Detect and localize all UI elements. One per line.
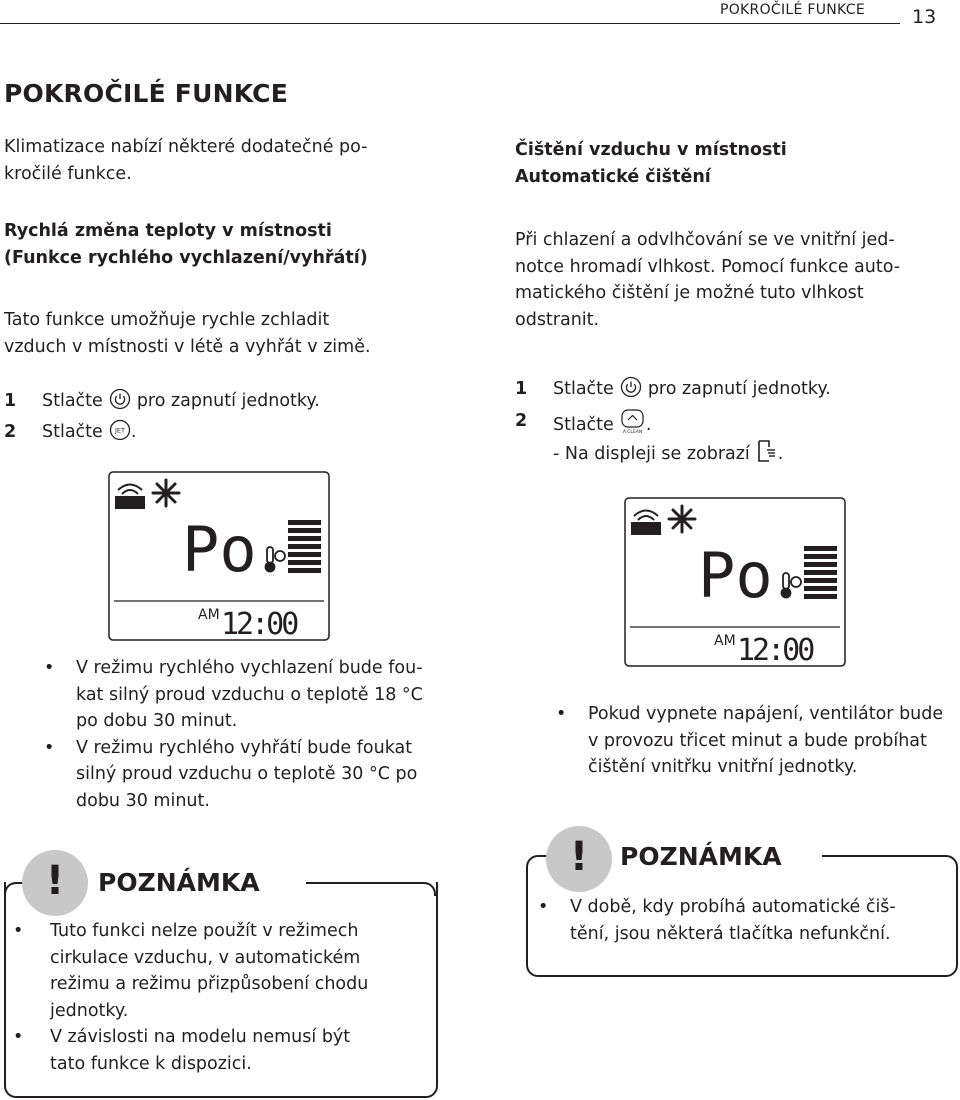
right-heading (515, 137, 787, 190)
bullet-item (556, 701, 956, 781)
right-heading-line: Automatické čištění (515, 166, 711, 187)
step-number: 2 (4, 422, 17, 442)
note-line: • V době, kdy probíhá automatické čiš- (570, 897, 896, 917)
note-line: tění, jsou některá tlačítka nefunkční. (570, 923, 891, 944)
note-line: tato funkce k dispozici. (50, 1053, 252, 1074)
left-bullet-list (44, 655, 464, 814)
note-line: jednotky. (50, 1000, 129, 1021)
display-clock: 12:00 (221, 607, 297, 641)
right-desc-line: notce hromadí vlhkost. Pomocí funkce auto- (515, 256, 901, 277)
step-post: pro zapnutí jednotky. (136, 391, 320, 411)
left-step-1 (4, 388, 424, 414)
power-button-icon (109, 388, 131, 410)
bullet-item (44, 735, 464, 815)
step-text (42, 388, 320, 414)
bullet-line: v provozu třicet minut a bude probíhat (588, 730, 927, 751)
right-step-1 (515, 376, 935, 402)
display-clock: 12:00 (737, 633, 813, 667)
step-text (42, 419, 136, 445)
auto-clean-indicator-icon (756, 439, 778, 463)
note-line: režimu a režimu přizpůsobení chodu (50, 974, 369, 994)
left-heading-line: (Funkce rychlého vychlazení/vyhřátí) (4, 247, 368, 268)
note-line: • V závislosti na modelu nemusí být (50, 1027, 351, 1047)
intro-line: kročilé funkce. (4, 163, 132, 184)
bullet-line: dobu 30 minut. (76, 790, 210, 811)
left-heading-line: Rychlá změna teploty v místnosti (4, 221, 332, 241)
step-pre: Stlačte (42, 422, 103, 442)
right-bullet-list (556, 701, 956, 781)
step-pre: Stlačte (553, 415, 614, 435)
step-post: . (645, 415, 652, 435)
warning-icon (546, 826, 612, 892)
step-number: 1 (515, 379, 528, 399)
page-number: 13 (912, 6, 937, 28)
note-bullet-item (13, 1024, 423, 1077)
right-desc-line: Při chlazení a odvlhčování se ve vnitřní jed- (515, 230, 895, 250)
step-text (553, 376, 831, 402)
left-note-list (13, 918, 423, 1077)
step-pre: Stlačte (553, 379, 614, 399)
intro-line: Klimatizace nabízí některé dodatečné po- (4, 137, 368, 157)
left-description (4, 307, 371, 360)
right-step-2 (515, 408, 935, 434)
right-desc-line: odstranit. (515, 309, 600, 330)
bullet-line: • V režimu rychlého vyhřátí bude foukat (76, 737, 413, 758)
bullet-line: čištění vnitřku vnitřní jednotky. (588, 757, 858, 777)
sub-step-label: - Na displeji se zobrazí (553, 444, 750, 464)
warning-icon (22, 850, 88, 916)
power-button-icon (620, 376, 642, 398)
step-post: pro zapnutí jednotky. (647, 379, 831, 399)
bullet-line: po dobu 30 minut. (76, 711, 238, 731)
auto-clean-label: A.CLEAN (622, 430, 642, 434)
left-desc-line: vzduch v místnosti v létě a vyhřát v zimě. (4, 336, 371, 357)
step-text (553, 408, 651, 438)
display-ampm: AM (714, 633, 736, 649)
header-section-title: POKROČILÉ FUNKCE (720, 2, 865, 18)
display-mode-text: Po (698, 539, 773, 612)
step-number: 1 (4, 391, 17, 411)
bullet-line: • V režimu rychlého vychlazení bude fou- (76, 658, 423, 678)
display-ampm: AM (198, 607, 220, 623)
right-desc-line: matického čištění je možné tuto vlhkost (515, 283, 864, 303)
note-bullet-item (13, 918, 423, 1024)
warning-mark: ! (45, 858, 65, 904)
right-sub-step (515, 439, 935, 465)
page-title: POKROČILÉ FUNKCE (4, 79, 288, 108)
bullet-item (44, 655, 464, 735)
left-heading (4, 218, 368, 271)
right-heading-line: Čištění vzduchu v místnosti (515, 140, 787, 160)
right-description (515, 227, 900, 333)
intro-paragraph (4, 134, 367, 187)
right-note-list (538, 894, 948, 947)
display-mode-text: Po (182, 513, 257, 586)
note-line: cirkulace vzduchu, v automatickém (50, 947, 361, 968)
jet-button-icon (109, 419, 131, 441)
bullet-line: kat silný proud vzduchu o teplotě 18 °C (76, 684, 423, 705)
left-lcd-display (108, 471, 330, 641)
step-post: . (130, 422, 137, 442)
auto-clean-button-icon (620, 408, 646, 434)
step-number: 2 (515, 411, 528, 431)
warning-mark: ! (569, 834, 589, 880)
bullet-line: • Pokud vypnete napájení, ventilátor bude (588, 704, 944, 724)
step-pre: Stlačte (42, 391, 103, 411)
note-bullet-item (538, 894, 948, 947)
jet-button-label: JET (114, 426, 125, 435)
right-note-title: POZNÁMKA (614, 842, 788, 871)
bullet-line: silný proud vzduchu o teplotě 30 °C po (76, 764, 418, 784)
sub-step-end: . (777, 444, 784, 464)
right-lcd-display (624, 497, 846, 667)
left-note-title: POZNÁMKA (92, 868, 266, 897)
left-step-2 (4, 419, 424, 445)
header-rule (0, 23, 900, 24)
sub-step-text (553, 439, 783, 467)
left-desc-line: Tato funkce umožňuje rychle zchladit (4, 310, 330, 330)
snowflake-icon (669, 506, 695, 532)
note-line: • Tuto funkci nelze použít v režimech (50, 921, 359, 941)
snowflake-icon (153, 480, 179, 506)
